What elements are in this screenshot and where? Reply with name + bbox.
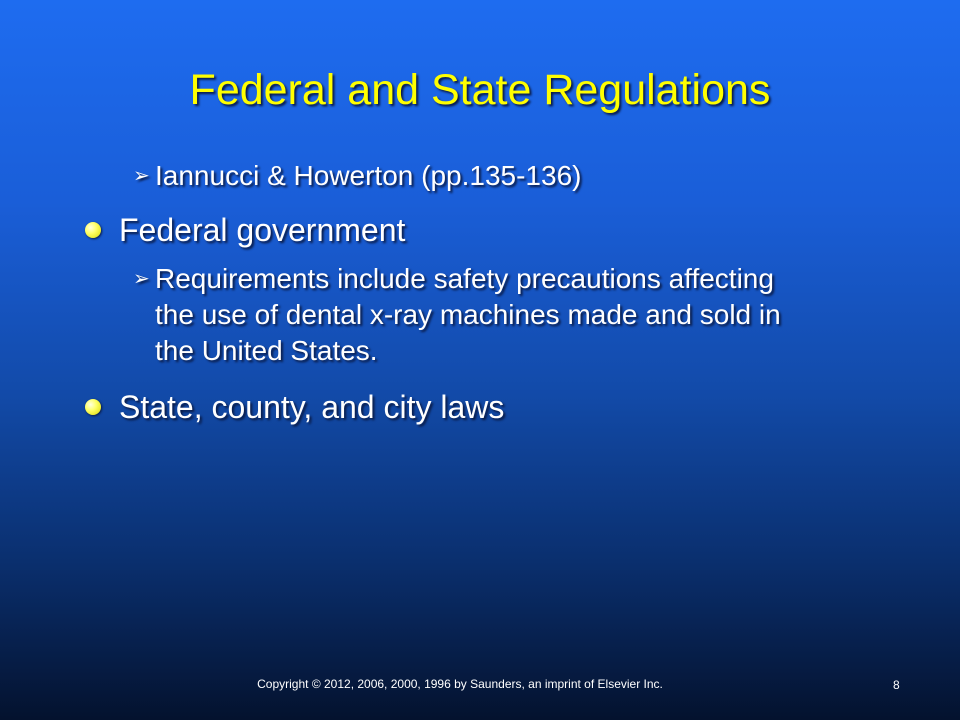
slide-title: Federal and State Regulations [189,66,771,114]
sub-bullet-text [155,261,781,369]
main-bullet-text: State, county, and city laws [119,389,505,425]
round-bullet-icon [85,222,101,238]
copyright-footer: Copyright © 2012, 2006, 2000, 1996 by Saunders, an imprint of Elsevier Inc. [257,677,663,691]
sub-bullet-line: the United States. [155,335,378,366]
page-number: 8 [893,678,900,692]
sub-bullet-item [133,158,581,194]
main-bullet-item [85,210,405,250]
round-bullet-icon [85,399,101,415]
sub-bullet-line: Requirements include safety precautions affecting [155,263,774,294]
sub-bullet-line: the use of dental x-ray machines made and sold in [155,299,781,330]
main-bullet-item [85,387,504,427]
main-bullet-text: Federal government [119,212,406,248]
sub-bullet-text: Iannucci & Howerton (pp.135-136) [155,160,582,191]
arrow-bullet-icon: ➢ [133,268,150,290]
arrow-bullet-icon: ➢ [133,165,150,187]
sub-bullet-item [133,261,781,369]
